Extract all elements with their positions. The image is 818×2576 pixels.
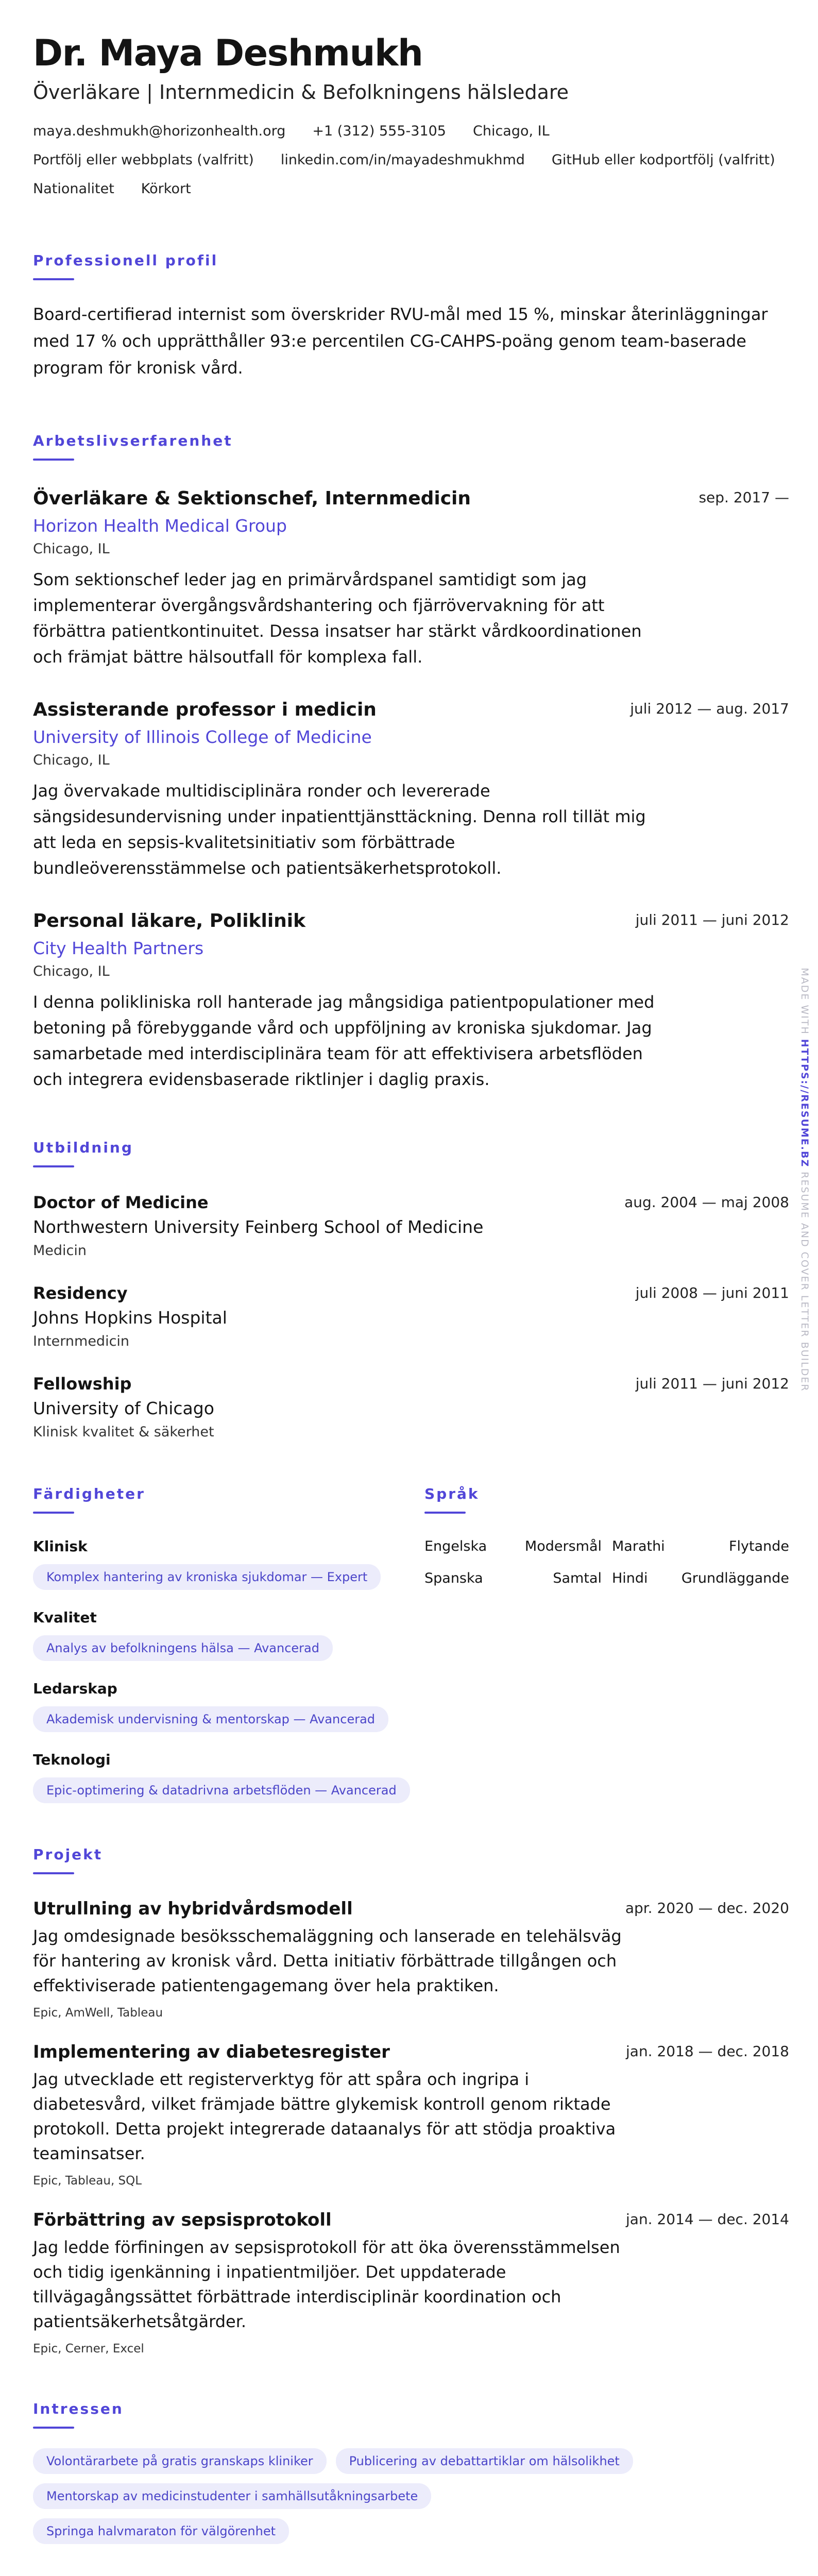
- language-level: Flytande: [728, 1538, 789, 1554]
- education-heading: Utbildning: [33, 1139, 133, 1156]
- projects-section: [33, 1844, 789, 2358]
- education-entry: [33, 1191, 789, 1261]
- interest-chip: Springa halvmaraton för välgörenhet: [33, 2518, 289, 2544]
- watermark-suffix: RESUME AND COVER LETTER BUILDER: [799, 1172, 810, 1392]
- education-section: [33, 1138, 789, 1443]
- education-degree: Doctor of Medicine: [33, 1193, 209, 1212]
- interests-section: [33, 2399, 789, 2544]
- contact-github[interactable]: GitHub eller kodportfölj (valfritt): [551, 152, 775, 168]
- interest-chip: Publicering av debattartiklar om hälsolikhet: [336, 2448, 633, 2474]
- education-degree: Fellowship: [33, 1374, 132, 1394]
- project-title: Utrullning av hybridvårdsmodell: [33, 1899, 353, 1919]
- skills-languages-row: [33, 1484, 789, 1803]
- contact-email[interactable]: maya.deshmukh@horizonhealth.org: [33, 123, 286, 139]
- project-description: Jag omdesignade besöksschemaläggning och lanserade en telehälsväg för hantering av kronisk vård. Detta initiativ förbättrade tillgången och effektiviserade patientengagemang över hela praktiken.: [33, 1926, 622, 1995]
- education-entry: [33, 1282, 789, 1352]
- project-entry: [33, 1897, 789, 2022]
- skill-group: [33, 1607, 424, 1661]
- skills-section: [33, 1484, 424, 1803]
- language-name: Engelska: [424, 1538, 487, 1554]
- job-organization[interactable]: City Health Partners: [33, 938, 204, 958]
- section-divider: [424, 1512, 466, 1514]
- projects-heading: Projekt: [33, 1846, 103, 1863]
- language-item: [424, 1568, 602, 1589]
- contact-portfolio[interactable]: Portfölj eller webbplats (valfritt): [33, 152, 254, 168]
- contact-list: [33, 122, 789, 199]
- interest-chip: Volontärarbete på gratis granskaps kliniker: [33, 2448, 327, 2474]
- skill-name: Kvalitet: [33, 1609, 97, 1626]
- job-location: Chicago, IL: [33, 541, 110, 557]
- contact-linkedin[interactable]: linkedin.com/in/mayadeshmukhmd: [280, 152, 525, 168]
- interest-chip: Mentorskap av medicinstudenter i samhällsutåkningsarbete: [33, 2483, 431, 2509]
- section-divider: [33, 1872, 74, 1874]
- contact-nationality: Nationalitet: [33, 181, 114, 197]
- language-item: [424, 1536, 602, 1557]
- education-area: Klinisk kvalitet & säkerhet: [33, 1424, 214, 1440]
- skill-name: Klinisk: [33, 1538, 88, 1555]
- education-school: Northwestern University Feinberg School of Medicine: [33, 1217, 484, 1237]
- job-date: sep. 2017 —: [698, 489, 789, 506]
- candidate-name: Dr. Maya Deshmukh: [33, 32, 423, 74]
- skill-chip: Analys av befolkningens hälsa — Avancerad: [33, 1635, 333, 1661]
- experience-entry: [33, 909, 789, 1092]
- language-item: [612, 1536, 789, 1557]
- job-location: Chicago, IL: [33, 963, 110, 979]
- resume-page: [33, 32, 789, 2576]
- section-divider: [33, 1512, 74, 1514]
- project-description: Jag ledde förfiningen av sepsisprotokoll för att öka överensstämmelsen och tidig igenkänning i inpatientmiljöer. Det uppdaterade tillvägagångssättet förbättrade interdisciplinär koordination och patientsäkerhetsåtgärder.: [33, 2238, 620, 2331]
- profile-summary: Board-certifierad internist som överskrider RVU-mål med 15 %, minskar återinläggningar med 17 % och upprätthåller 93:e percentilen CG-CAHPS-poäng genom team-baserade program för kronisk vård.: [33, 304, 768, 378]
- skill-chip: Komplex hantering av kroniska sjukdomar — Expert: [33, 1564, 381, 1590]
- education-date: juli 2008 — juni 2011: [635, 1284, 789, 1301]
- builder-watermark: [799, 968, 810, 1392]
- project-date: jan. 2014 — dec. 2014: [626, 2211, 789, 2228]
- education-school: University of Chicago: [33, 1398, 214, 1418]
- languages-section: [424, 1484, 789, 1803]
- education-date: aug. 2004 — maj 2008: [624, 1194, 789, 1211]
- project-tools: Epic, Cerner, Excel: [33, 2342, 144, 2355]
- profile-heading: Professionell profil: [33, 252, 218, 269]
- skill-name: Ledarskap: [33, 1680, 117, 1697]
- skills-heading: Färdigheter: [33, 1485, 145, 1502]
- experience-section: [33, 431, 789, 1092]
- job-date: juli 2011 — juni 2012: [635, 911, 789, 928]
- job-title: Personal läkare, Poliklinik: [33, 910, 306, 931]
- education-area: Medicin: [33, 1243, 87, 1259]
- project-entry: [33, 2208, 789, 2358]
- project-title: Förbättring av sepsisprotokoll: [33, 2210, 332, 2230]
- language-level: Modersmål: [524, 1538, 602, 1554]
- job-date: juli 2012 — aug. 2017: [630, 700, 789, 717]
- profile-section: [33, 250, 789, 381]
- interest-chips: [33, 2448, 672, 2544]
- experience-heading: Arbetslivserfarenhet: [33, 432, 233, 449]
- skill-chip: Akademisk undervisning & mentorskap — Avancerad: [33, 1706, 388, 1732]
- education-school: Johns Hopkins Hospital: [33, 1308, 227, 1328]
- language-level: Grundläggande: [681, 1570, 789, 1586]
- languages-grid: [424, 1536, 789, 1589]
- job-description: Som sektionschef leder jag en primärvårdspanel samtidigt som jag implementerar övergångsvårdshantering och fjärrövervakning för att förbättra patientkontinuitet. Dessa insatser har stärkt vårdkoordinationen och främjat bättre hälsoutfall för komplexa fall.: [33, 570, 642, 667]
- experience-entry: [33, 698, 789, 881]
- language-name: Marathi: [612, 1538, 665, 1554]
- language-level: Samtal: [553, 1570, 602, 1586]
- skill-group: [33, 1536, 424, 1590]
- section-divider: [33, 278, 74, 280]
- resume-header: [33, 32, 789, 199]
- section-divider: [33, 459, 74, 461]
- watermark-prefix: MADE WITH: [799, 968, 810, 1035]
- project-date: apr. 2020 — dec. 2020: [625, 1900, 789, 1917]
- job-title: Överläkare & Sektionschef, Internmedicin: [33, 488, 471, 509]
- project-description: Jag utvecklade ett registerverktyg för att spåra och ingripa i diabetesvård, vilket främjade bättre glykemisk kontroll genom riktade protokoll. Detta projekt integrerade dataanalys för att stödja proaktiva teaminsatser.: [33, 2070, 616, 2163]
- job-description: Jag övervakade multidisciplinära ronder och levererade sängsidesundervisning under inpatienttjänsttäckning. Denna roll tillät mig att leda en sepsis-kvalitetsinitiativ som förbättrade bundleöverensstämmelse och patientsäkerhetsprotokoll.: [33, 781, 646, 878]
- contact-license: Körkort: [141, 181, 191, 197]
- job-title: Assisterande professor i medicin: [33, 699, 377, 720]
- job-organization[interactable]: University of Illinois College of Medicine: [33, 727, 372, 747]
- language-name: Spanska: [424, 1570, 483, 1586]
- skill-chip: Epic-optimering & datadrivna arbetsflöden — Avancerad: [33, 1777, 410, 1803]
- education-area: Internmedicin: [33, 1333, 130, 1349]
- skill-name: Teknologi: [33, 1751, 111, 1768]
- education-degree: Residency: [33, 1283, 128, 1303]
- job-location: Chicago, IL: [33, 752, 110, 768]
- project-tools: Epic, AmWell, Tableau: [33, 2006, 163, 2020]
- language-name: Hindi: [612, 1570, 648, 1586]
- skill-group: [33, 1679, 424, 1732]
- contact-location: Chicago, IL: [472, 123, 550, 139]
- watermark-link[interactable]: HTTPS://RESUME.BZ: [799, 1039, 810, 1168]
- education-entry: [33, 1372, 789, 1443]
- languages-heading: Språk: [424, 1485, 480, 1502]
- job-organization[interactable]: Horizon Health Medical Group: [33, 516, 287, 536]
- interests-heading: Intressen: [33, 2400, 124, 2417]
- language-item: [612, 1568, 789, 1589]
- project-date: jan. 2018 — dec. 2018: [626, 2043, 789, 2060]
- skill-group: [33, 1750, 424, 1803]
- project-tools: Epic, Tableau, SQL: [33, 2174, 142, 2188]
- experience-entry: [33, 486, 789, 670]
- section-divider: [33, 2427, 74, 2429]
- contact-phone[interactable]: +1 (312) 555-3105: [312, 123, 446, 139]
- candidate-headline: Överläkare | Internmedicin & Befolkningens hälsledare: [33, 81, 569, 104]
- section-divider: [33, 1165, 74, 1167]
- project-entry: [33, 2040, 789, 2190]
- education-date: juli 2011 — juni 2012: [635, 1375, 789, 1392]
- project-title: Implementering av diabetesregister: [33, 2042, 390, 2062]
- job-description: I denna polikliniska roll hanterade jag mångsidiga patientpopulationer med betoning på förebyggande vård och uppföljning av kroniska sjukdomar. Jag samarbetade med interdisciplinära team för att effektivisera arbetsflöden och integrera evidensbaserade riktlinjer i daglig praxis.: [33, 992, 655, 1089]
